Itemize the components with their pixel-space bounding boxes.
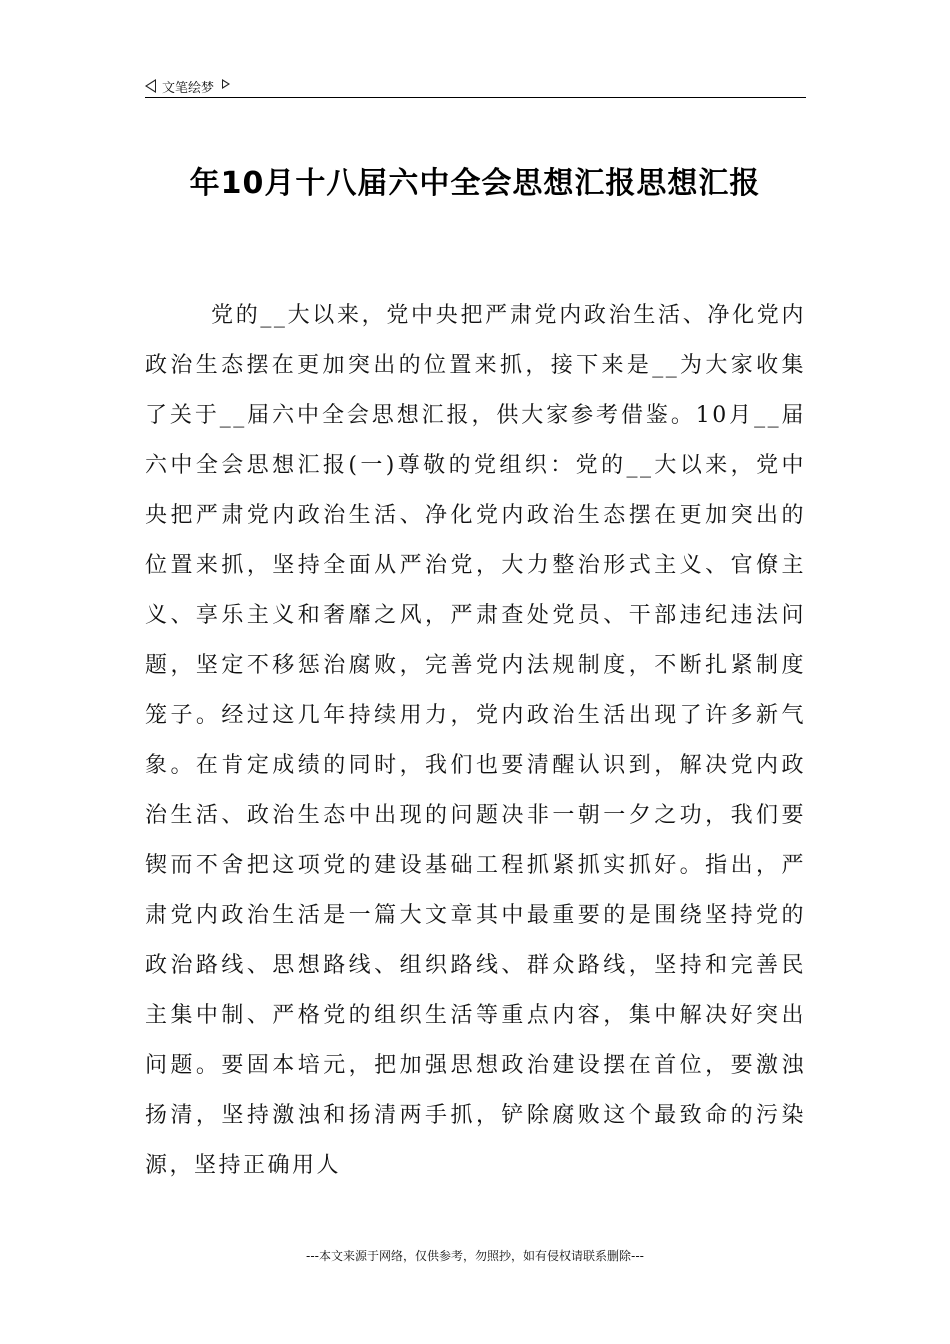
document-title: 年10月十八届六中全会思想汇报思想汇报 — [189, 166, 761, 201]
triangle-right-icon — [222, 79, 230, 89]
footer-notice: ---本文来源于网络，仅供参考，勿照抄，如有侵权请联系删除--- — [306, 1249, 644, 1263]
page-header — [145, 76, 230, 96]
document-body: 党的__大以来，党中央把严肃党内政治生活、净化党内政治生态摆在更加突出的位置来抓，接下来是__为大家收集了关于__届六中全会思想汇报，供大家参考借鉴。10月__届六中全会思想汇报(一)尊敬的党组织：党的__大以来，党中央把严肃党内政治生活、净化党内政治生态摆在更加突出的位置来抓，坚持全面从严治党，大力整治形式主义、官僚主义、享乐主义和奢靡之风，严肃查处党员、干部违纪违法问题，坚定不移惩治腐败，完善党内法规制度，不断扎紧制度笼子。经过这几年持续用力，党内政治生活出现了许多新气象。在肯定成绩的同时，我们也要清醒认识到，解决党内政治生活、政治生态中出现的问题决非一朝一夕之功，我们要锲而不舍把这项党的建设基础工程抓紧抓实抓好。指出，严肃党内政治生活是一篇大文章其中最重要的是围绕坚持党的政治路线、思想路线、组织路线、群众路线，坚持和完善民主集中制、严格党的组织生活等重点内容，集中解决好突出问题。要固本培元，把加强思想政治建设摆在首位，要激浊扬清，坚持激浊和扬清两手抓，铲除腐败这个最致命的污染源，坚持正确用人 — [145, 303, 806, 1178]
brand-label: 文笔绘梦 — [162, 80, 215, 96]
header-divider — [145, 97, 806, 98]
triangle-left-icon — [145, 79, 156, 93]
